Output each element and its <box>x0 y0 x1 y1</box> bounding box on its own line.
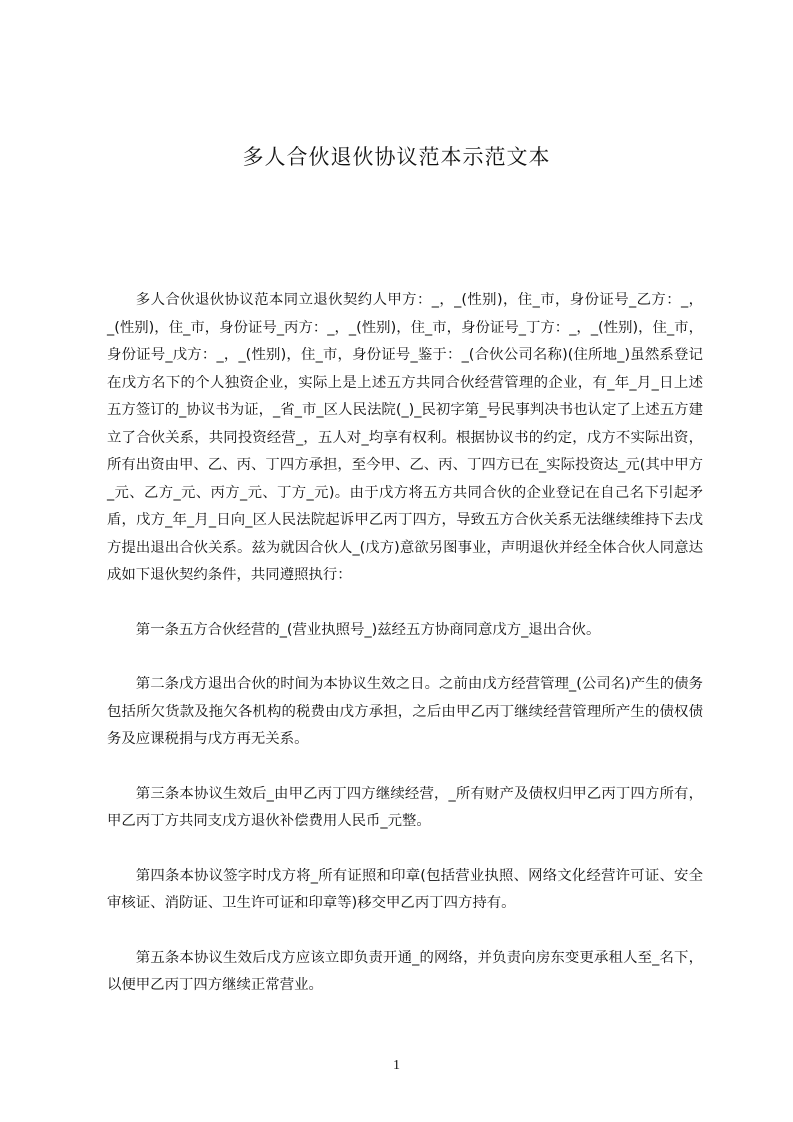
paragraph-article-2: 第二条戊方退出合伙的时间为本协议生效之日。之前由戊方经营管理_(公司名)产生的债务包括所欠货款及拖欠各机构的税费由戊方承担，之后由甲乙丙丁继续经营管理所产生的债权债务及应课税捐与戊方再无关系。 <box>107 676 703 747</box>
page-number: 1 <box>393 1058 400 1073</box>
paragraph-preamble: 多人合伙退伙协议范本同立退伙契约人甲方：_，_(性别)，住_市，身份证号_乙方：_，_(性别)，住_市，身份证号_丙方：_，_(性别)，住_市，身份证号_丁方：_，_(性别)，住_市，身份证号_戊方：_，_(性别)，住_市，身份证号_鉴于：_(合伙公司名称)(住所地_)虽然系登记在戊方名下的个人独资企业，实际上是上述五方共同合伙经营管理的企业，有_年_月_日上述五方签订的_协议书为证，_省_市_区人民法院(_)_民初字第_号民事判决书也认定了上述五方建立了合伙关系，共同投资经营_，五人对_均享有权利。根据协议书的约定，戊方不实际出资，所有出资由甲、乙、丙、丁四方承担，至今甲、乙、丙、丁四方已在_实际投资达_元(其中甲方_元、乙方_元、丙方_元、丁方_元)。由于戊方将五方共同合伙的企业登记在自己名下引起矛盾，戊方_年_月_日向_区人民法院起诉甲乙丙丁四方，导致五方合伙关系无法继续维持下去戊方提出退出合伙关系。兹为就因合伙人_(戊方)意欲另图事业，声明退伙并经全体合伙人同意达成如下退伙契约条件，共同遵照执行： <box>107 292 703 583</box>
document-title: 多人合伙退伙协议范本示范文本 <box>242 145 551 169</box>
document-body <box>107 287 703 1000</box>
paragraph-article-3: 第三条本协议生效后_由甲乙丙丁四方继续经营，_所有财产及债权归甲乙丙丁四方所有，甲乙丙丁方共同支戊方退伙补偿费用人民币_元整。 <box>107 785 703 829</box>
paragraph-article-4: 第四条本协议签字时戊方将_所有证照和印章(包括营业执照、网络文化经营许可证、安全审核证、消防证、卫生许可证和印章等)移交甲乙丙丁四方持有。 <box>107 867 703 911</box>
paragraph-article-1: 第一条五方合伙经营的_(营业执照号_)兹经五方协商同意戊方_退出合伙。 <box>135 621 601 638</box>
paragraph-article-5: 第五条本协议生效后戊方应该立即负责开通_的网络，并负责向房东变更承租人至_名下，以便甲乙丙丁四方继续正常营业。 <box>107 949 703 993</box>
